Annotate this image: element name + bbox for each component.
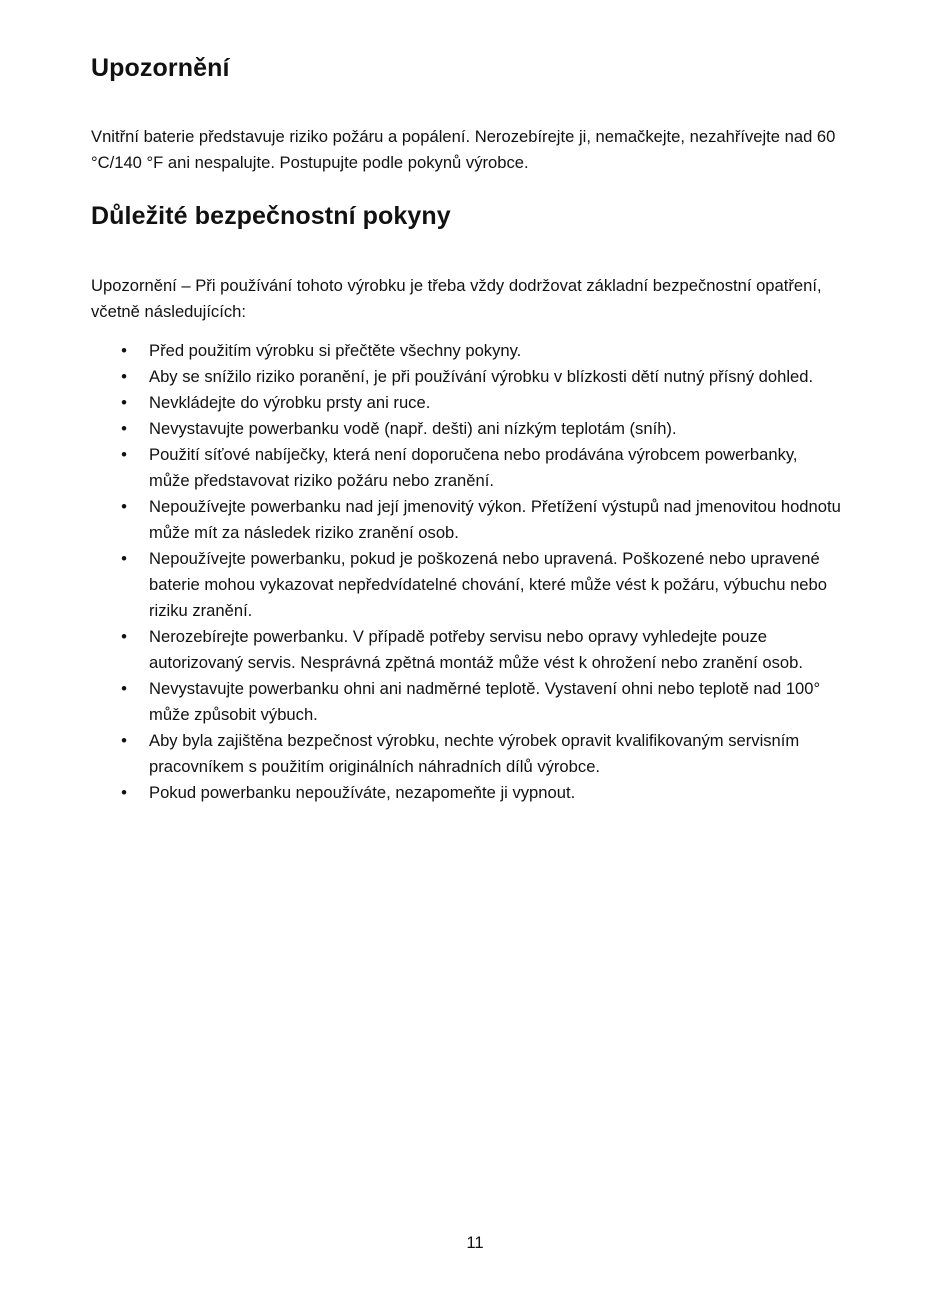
list-item-text: Pokud powerbanku nepoužíváte, nezapomeňte ji vypnout.: [149, 783, 576, 802]
list-item-text: Nerozebírejte powerbanku. V případě potřeby servisu nebo opravy vyhledejte pouze autorizovaný servis. Nesprávná zpětná montáž může vést k ohrožení nebo zranění osob.: [149, 627, 803, 672]
list-item: [91, 416, 851, 442]
list-item: [91, 494, 851, 546]
safety-intro-paragraph: Upozornění – Při používání tohoto výrobku je třeba vždy dodržovat základní bezpečnostní opatření, včetně následujících:: [91, 276, 822, 321]
list-item: [91, 728, 851, 780]
bullet-icon: •: [121, 627, 127, 646]
bullet-icon: •: [121, 419, 127, 438]
list-item: [91, 364, 851, 390]
list-item: [91, 390, 851, 416]
list-item: [91, 624, 851, 676]
bullet-icon: •: [121, 731, 127, 750]
page-number: 11: [466, 1233, 484, 1252]
safety-rules-list: [91, 338, 851, 806]
list-item: [91, 338, 851, 364]
bullet-icon: •: [121, 783, 127, 802]
warning-heading: Upozornění: [91, 54, 230, 82]
list-item-text: Aby byla zajištěna bezpečnost výrobku, nechte výrobek opravit kvalifikovaným servisním pracovníkem s použitím originálních náhradních dílů výrobce.: [149, 731, 800, 776]
list-item-text: Nevkládejte do výrobku prsty ani ruce.: [149, 393, 431, 412]
bullet-icon: •: [121, 679, 127, 698]
bullet-icon: •: [121, 549, 127, 568]
list-item: [91, 442, 851, 494]
bullet-icon: •: [121, 497, 127, 516]
list-item-text: Aby se snížilo riziko poranění, je při používání výrobku v blízkosti dětí nutný přísný dohled.: [149, 367, 814, 386]
bullet-icon: •: [121, 393, 127, 412]
list-item-text: Před použitím výrobku si přečtěte všechny pokyny.: [149, 341, 522, 360]
safety-instructions-heading: Důležité bezpečnostní pokyny: [91, 202, 451, 230]
list-item: [91, 780, 851, 806]
bullet-icon: •: [121, 445, 127, 464]
list-item-text: Nepoužívejte powerbanku, pokud je poškozená nebo upravená. Poškozené nebo upravené baterie mohou vykazovat nepředvídatelné chování, které může vést k požáru, výbuchu nebo riziku zranění.: [149, 549, 827, 620]
bullet-icon: •: [121, 367, 127, 386]
warning-paragraph: Vnitřní baterie představuje riziko požáru a popálení. Nerozebírejte ji, nemačkejte, nezahřívejte nad 60 °C/140 °F ani nespalujte. Postupujte podle pokynů výrobce.: [91, 127, 836, 172]
list-item-text: Nepoužívejte powerbanku nad její jmenovitý výkon. Přetížení výstupů nad jmenovitou hodnotu může mít za následek riziko zranění osob.: [149, 497, 841, 542]
list-item: [91, 546, 851, 624]
list-item-text: Použití síťové nabíječky, která není doporučena nebo prodávána výrobcem powerbanky, může představovat riziko požáru nebo zranění.: [149, 445, 798, 490]
bullet-icon: •: [121, 341, 127, 360]
list-item-text: Nevystavujte powerbanku vodě (např. dešti) ani nízkým teplotám (sníh).: [149, 419, 677, 438]
list-item-text: Nevystavujte powerbanku ohni ani nadměrné teplotě. Vystavení ohni nebo teplotě nad 100° může způsobit výbuch.: [149, 679, 821, 724]
list-item: [91, 676, 851, 728]
